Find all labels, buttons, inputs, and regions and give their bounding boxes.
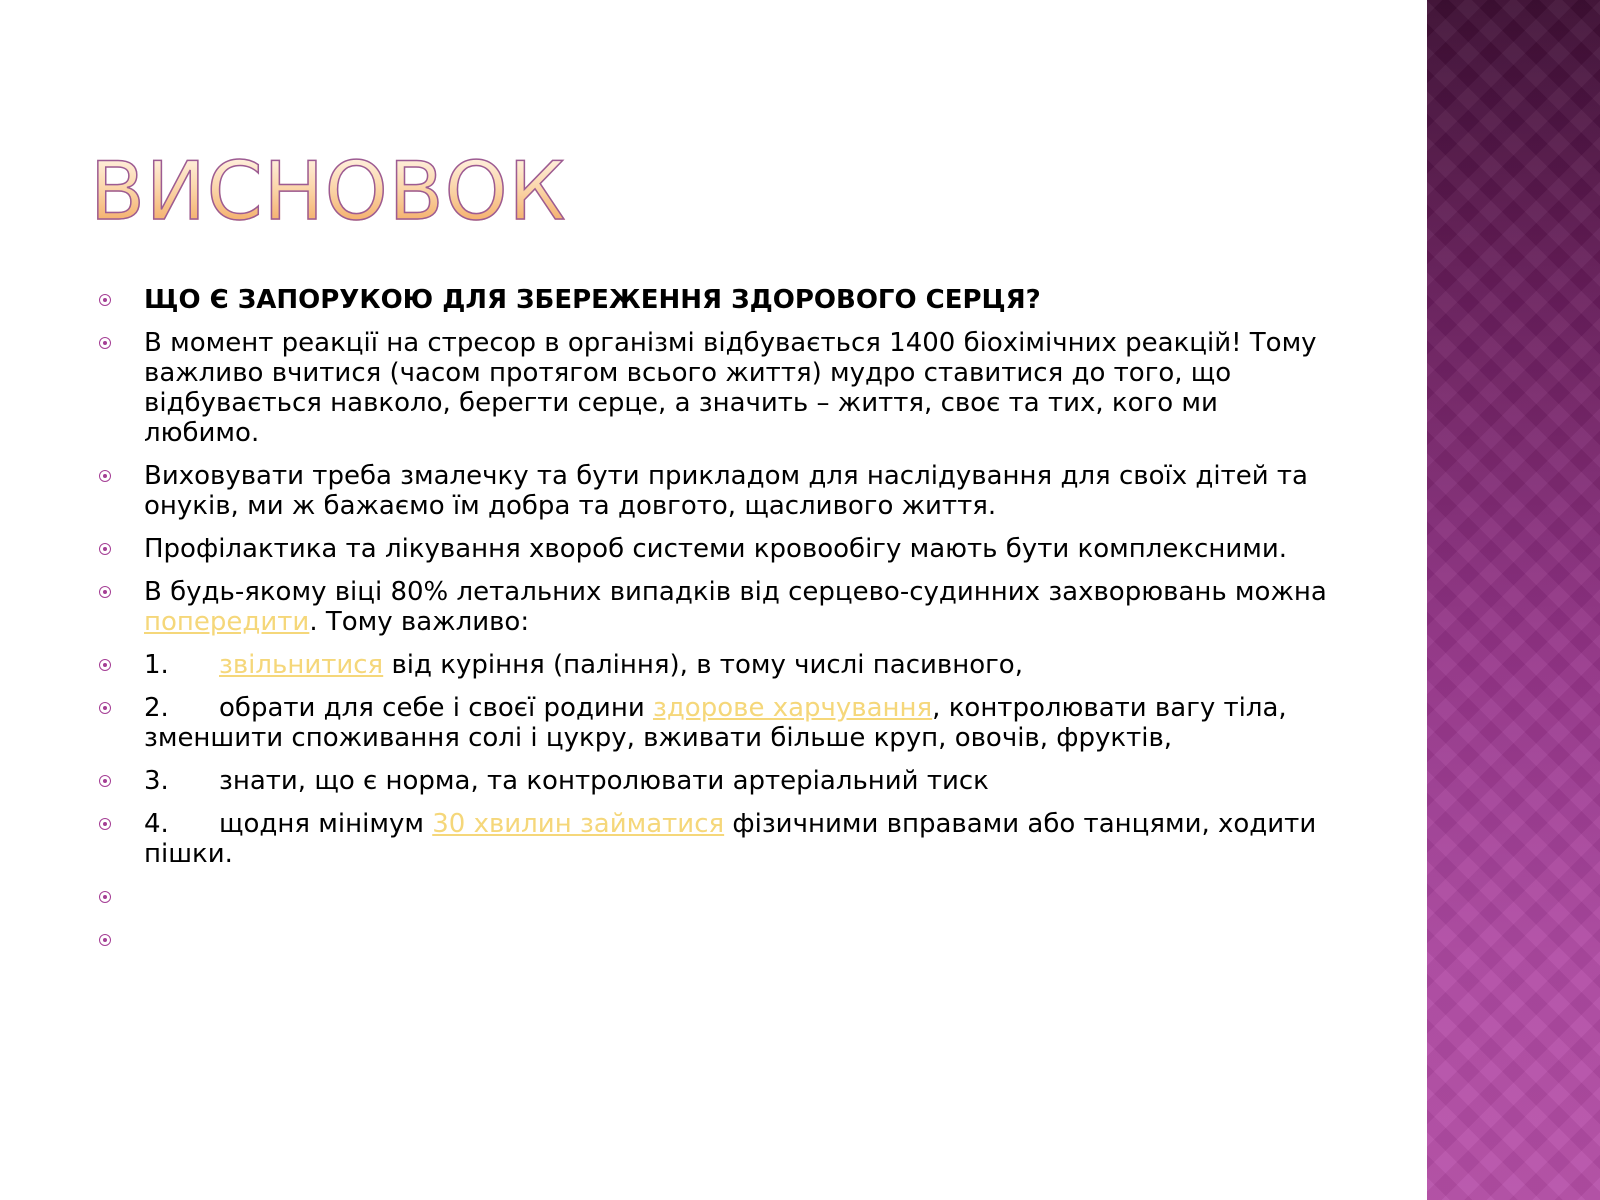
text-segment: . Тому важливо: (309, 607, 530, 637)
bullet-list (96, 285, 1336, 968)
circled-dot-bullet-icon (99, 337, 111, 349)
circled-dot-bullet-icon (99, 818, 111, 830)
circled-dot-bullet-icon (99, 775, 111, 787)
step-number: 4. (144, 809, 169, 839)
circled-dot-bullet-icon (99, 470, 111, 482)
prevent-link[interactable]: попередити (144, 607, 310, 637)
list-item (96, 534, 1336, 564)
text-segment: знати, що є норма, та контролювати артеріальний тиск (219, 766, 989, 796)
step-number: 3. (144, 766, 169, 796)
quit-smoking-link[interactable]: звільнитися (219, 650, 384, 680)
list-item (96, 577, 1336, 637)
circled-dot-bullet-icon (99, 543, 111, 555)
list-item-step-4 (96, 809, 1336, 869)
paragraph-text: Профілактика та лікування хвороб системи кровообігу мають бути комплексними. (144, 534, 1288, 564)
list-item-step-2 (96, 693, 1336, 753)
healthy-eating-link[interactable]: здорове харчування (653, 693, 933, 723)
circled-dot-bullet-icon (99, 891, 111, 903)
step-number: 1. (144, 650, 169, 680)
heading-text: ЩО Є ЗАПОРУКОЮ ДЛЯ ЗБЕРЕЖЕННЯ ЗДОРОВОГО СЕРЦЯ? (144, 285, 1041, 315)
circled-dot-bullet-icon (99, 702, 111, 714)
text-segment: фізичними вправами або танцями, ходити пішки. (144, 809, 1317, 869)
text-segment: від куріння (паління), в тому числі пасивного, (383, 650, 1023, 680)
text-segment: щодня мінімум (219, 809, 433, 839)
text-segment: В будь-якому віці 80% летальних випадків від серцево-судинних захворювань можна (144, 577, 1327, 607)
step-number: 2. (144, 693, 169, 723)
empty-list-item (96, 925, 1336, 955)
list-item (96, 328, 1336, 448)
list-item-heading (96, 285, 1336, 315)
circled-dot-bullet-icon (99, 659, 111, 671)
list-item-step-1 (96, 650, 1336, 680)
decorative-side-band (1427, 0, 1600, 1200)
list-item (96, 461, 1336, 521)
circled-dot-bullet-icon (99, 586, 111, 598)
circled-dot-bullet-icon (99, 934, 111, 946)
circled-dot-bullet-icon (99, 294, 111, 306)
slide-title: ВИСНОВОК (90, 145, 567, 238)
paragraph-text: В момент реакції на стресор в організмі відбувається 1400 біохімічних реакцій! Тому важливо вчитися (часом протягом всього життя) мудро ставитися до того, що відбувається навколо, берегти серце, а значить – життя, своє та тих, кого ми любимо. (144, 328, 1317, 448)
text-segment: , контролювати вагу тіла, зменшити споживання солі і цукру, вживати більше круп, овочів, фруктів, (144, 693, 1287, 753)
list-item-step-3 (96, 766, 1336, 796)
text-segment: обрати для себе і своєї родини (219, 693, 653, 723)
empty-list-item (96, 882, 1336, 912)
paragraph-text: Виховувати треба змалечку та бути прикладом для наслідування для своїх дітей та онуків, ми ж бажаємо їм добра та довгото, щасливого життя. (144, 461, 1308, 521)
exercise-link[interactable]: 30 хвилин займатися (432, 809, 725, 839)
